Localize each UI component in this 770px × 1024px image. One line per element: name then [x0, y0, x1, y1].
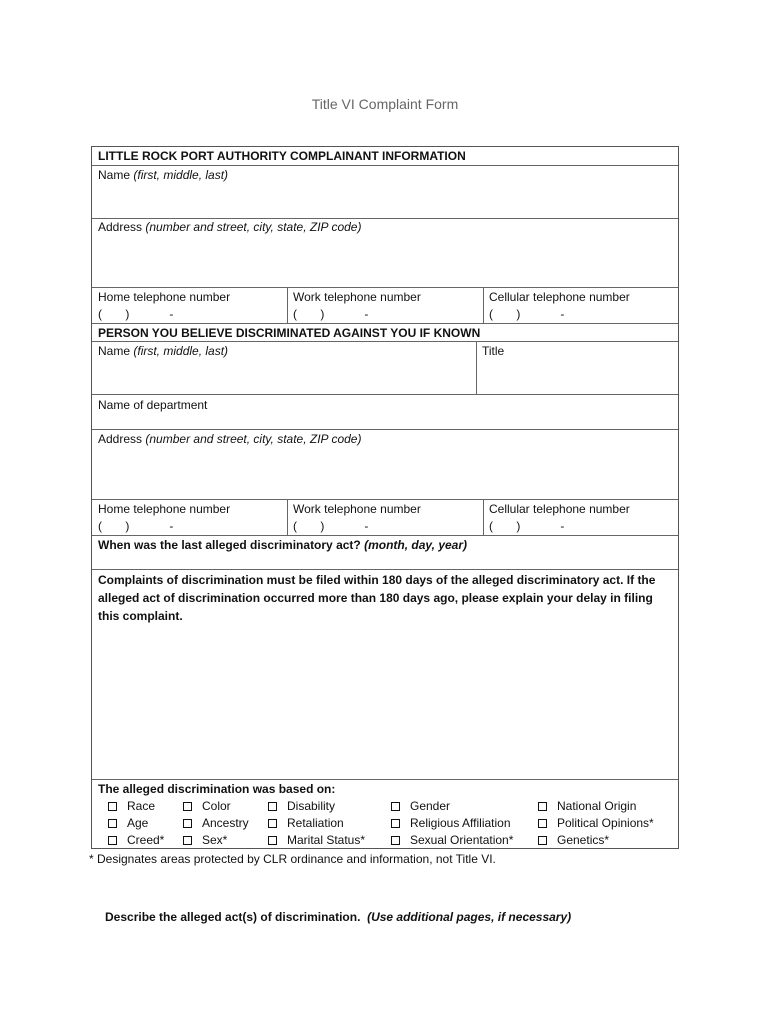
checkbox-race[interactable] [108, 798, 155, 814]
checkbox-disability[interactable] [268, 798, 335, 814]
last-act-hint: (month, day, year) [364, 538, 468, 552]
respondent-section-header: PERSON YOU BELIEVE DISCRIMINATED AGAINST YOU IF KNOWN [98, 326, 481, 340]
respondent-cell-phone-label: Cellular telephone number [489, 502, 630, 516]
respondent-cell-phone-field[interactable]: ( ) - [489, 519, 565, 533]
respondent-home-phone-label: Home telephone number [98, 502, 231, 516]
checkbox-icon [268, 819, 277, 828]
respondent-work-phone-field[interactable]: ( ) - [293, 519, 369, 533]
checkbox-ancestry[interactable] [183, 815, 249, 831]
page-title: Title VI Complaint Form [311, 96, 459, 112]
checkbox-icon [108, 819, 117, 828]
checkbox-icon [538, 836, 547, 845]
address-label: Address [98, 432, 143, 446]
last-act-date-field[interactable] [98, 538, 467, 553]
checkbox-sexual-orientation[interactable] [391, 832, 513, 848]
basis-header: The alleged discrimination was based on: [98, 782, 336, 796]
checkbox-national-origin[interactable] [538, 798, 636, 814]
divider [92, 535, 678, 536]
checkbox-label: Gender [410, 799, 451, 813]
respondent-name-field[interactable] [98, 344, 228, 359]
divider [92, 394, 678, 395]
checkbox-label: Genetics* [557, 833, 610, 847]
divider [476, 341, 477, 394]
divider [92, 779, 678, 780]
name-label: Name [98, 168, 131, 182]
divider [92, 287, 678, 288]
checkbox-label: Creed* [127, 833, 165, 847]
address-label: Address [98, 220, 143, 234]
complainant-home-phone-field[interactable]: ( ) - [98, 307, 174, 321]
describe-hint: (Use additional pages, if necessary) [367, 910, 572, 924]
complainant-home-phone-label: Home telephone number [98, 290, 231, 304]
checkbox-label: Sexual Orientation* [410, 833, 514, 847]
describe-label: Describe the alleged act(s) of discrimination. [105, 910, 361, 924]
checkbox-icon [183, 819, 192, 828]
checkbox-label: Religious Affiliation [410, 816, 511, 830]
divider [92, 499, 678, 500]
complainant-name-field[interactable] [98, 168, 228, 183]
address-hint: (number and street, city, state, ZIP code) [145, 220, 362, 234]
checkbox-label: Race [127, 799, 156, 813]
footnote: * Designates areas protected by CLR ordinance and information, not Title VI. [89, 852, 496, 866]
checkbox-age[interactable] [108, 815, 148, 831]
checkbox-icon [268, 802, 277, 811]
checkbox-genetics[interactable] [538, 832, 609, 848]
complainant-work-phone-label: Work telephone number [293, 290, 421, 304]
checkbox-icon [391, 836, 400, 845]
checkbox-label: Ancestry [202, 816, 249, 830]
checkbox-label: Marital Status* [287, 833, 366, 847]
divider [92, 323, 678, 324]
divider [92, 569, 678, 570]
address-hint: (number and street, city, state, ZIP code) [145, 432, 362, 446]
checkbox-icon [391, 819, 400, 828]
divider [483, 287, 484, 323]
complainant-cell-phone-field[interactable]: ( ) - [489, 307, 565, 321]
checkbox-political-opinions[interactable] [538, 815, 654, 831]
checkbox-label: Political Opinions* [557, 816, 654, 830]
complainant-address-field[interactable] [98, 220, 361, 235]
checkbox-icon [108, 836, 117, 845]
checkbox-sex[interactable] [183, 832, 227, 848]
name-hint: (first, middle, last) [133, 344, 229, 358]
checkbox-icon [391, 802, 400, 811]
divider [92, 165, 678, 166]
divider [483, 499, 484, 535]
last-act-label: When was the last alleged discriminatory act? [98, 538, 361, 552]
name-label: Name [98, 344, 131, 358]
divider [287, 287, 288, 323]
delay-explanation-field[interactable]: Complaints of discrimination must be filed within 180 days of the alleged discriminatory act. If the alleged act of discrimination occurred more than 180 days ago, please explain your delay in filing this complaint. [98, 573, 656, 623]
checkbox-label: National Origin [557, 799, 637, 813]
checkbox-gender[interactable] [391, 798, 450, 814]
checkbox-marital-status[interactable] [268, 832, 365, 848]
checkbox-label: Age [127, 816, 149, 830]
name-hint: (first, middle, last) [133, 168, 229, 182]
divider [92, 429, 678, 430]
checkbox-icon [538, 819, 547, 828]
checkbox-label: Disability [287, 799, 336, 813]
checkbox-retaliation[interactable] [268, 815, 344, 831]
respondent-address-field[interactable] [98, 432, 361, 447]
complainant-cell-phone-label: Cellular telephone number [489, 290, 630, 304]
divider [92, 341, 678, 342]
checkbox-religious-affiliation[interactable] [391, 815, 511, 831]
checkbox-label: Retaliation [287, 816, 344, 830]
department-field[interactable]: Name of department [98, 398, 208, 412]
checkbox-icon [538, 802, 547, 811]
checkbox-color[interactable] [183, 798, 231, 814]
checkbox-icon [183, 802, 192, 811]
describe-act-prompt [105, 910, 571, 924]
respondent-home-phone-field[interactable]: ( ) - [98, 519, 174, 533]
checkbox-icon [108, 802, 117, 811]
complaint-form [91, 146, 679, 849]
checkbox-creed[interactable] [108, 832, 164, 848]
divider [287, 499, 288, 535]
complainant-work-phone-field[interactable]: ( ) - [293, 307, 369, 321]
checkbox-icon [183, 836, 192, 845]
checkbox-icon [268, 836, 277, 845]
checkbox-label: Color [202, 799, 231, 813]
checkbox-label: Sex* [202, 833, 228, 847]
complainant-section-header: LITTLE ROCK PORT AUTHORITY COMPLAINANT INFORMATION [98, 149, 466, 163]
divider [92, 218, 678, 219]
respondent-work-phone-label: Work telephone number [293, 502, 421, 516]
respondent-title-field[interactable]: Title [482, 344, 505, 358]
